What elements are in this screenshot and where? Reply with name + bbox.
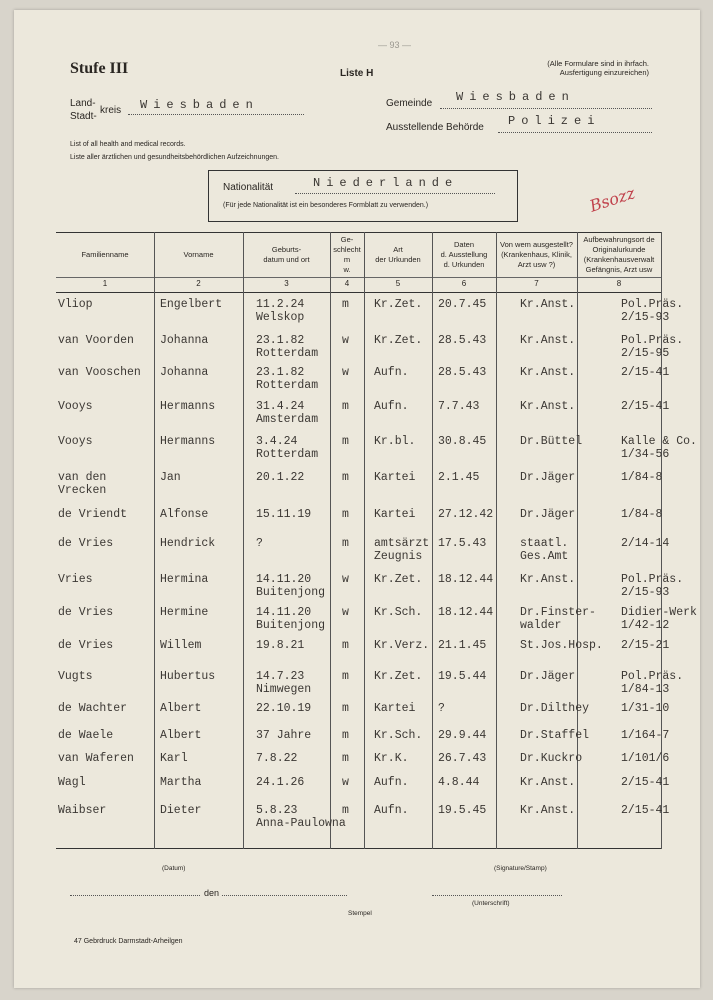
geschlecht-cell: m (342, 435, 349, 448)
col-line (330, 232, 331, 849)
ort-cell: Didier-Werk (621, 606, 697, 619)
datum-cell: 21.1.45 (438, 639, 487, 652)
behoerde-value: Polizei (508, 114, 601, 128)
geburt-cell: 23.1.82 (256, 334, 305, 347)
art-cell: Kartei (374, 702, 416, 715)
vorname-cell: Hendrick (160, 537, 216, 550)
art-cell: Kr.bl. (374, 435, 416, 448)
geburt-cell-line2: Rotterdam (256, 347, 319, 360)
geburt-cell: ? (256, 537, 263, 550)
col-line (154, 232, 155, 849)
column-header: Daten d. Ausstellung d. Urkunden (440, 240, 488, 269)
printer-imprint: 47 Gebrdruck Darmstadt-Arheilgen (74, 938, 183, 945)
datum-cell: 28.5.43 (438, 366, 487, 379)
geburt-cell: 20.1.22 (256, 471, 305, 484)
ort-cell-line2: 1/42-12 (621, 619, 670, 632)
gemeinde-dotline (440, 108, 652, 109)
art-cell: Kartei (374, 471, 416, 484)
col-line (243, 232, 244, 849)
datum-cell: 19.5.45 (438, 804, 487, 817)
geschlecht-cell: w (342, 366, 349, 379)
datum-cell: 26.7.43 (438, 752, 487, 765)
familienname-cell: de Wachter (58, 702, 128, 715)
geschlecht-cell: m (342, 298, 349, 311)
familienname-cell: van Waferen (58, 752, 134, 765)
kreis-value: Wiesbaden (140, 98, 259, 112)
ort-cell: 1/164-7 (621, 729, 670, 742)
art-cell: Kr.K. (374, 752, 409, 765)
column-header: Geburts- datum und ort (263, 245, 310, 264)
datum-cell: 7.7.43 (438, 400, 480, 413)
vorname-cell: Johanna (160, 334, 209, 347)
ort-cell: 2/15-21 (621, 639, 670, 652)
geburt-cell: 14.11.20 (256, 606, 312, 619)
geburt-cell-line2: Amsterdam (256, 413, 319, 426)
geburt-cell: 3.4.24 (256, 435, 298, 448)
nationality-note: (Für jede Nationalität ist ein besonderes Formblatt zu verwenden.) (223, 202, 429, 209)
den-label: den (204, 888, 220, 898)
table-top-line (56, 232, 661, 233)
geburt-cell-line2: Buitenjong (256, 586, 326, 599)
datum-cell: 28.5.43 (438, 334, 487, 347)
vorname-cell: Willem (160, 639, 202, 652)
geburt-cell: 19.8.21 (256, 639, 305, 652)
familienname-cell: van den (58, 471, 107, 484)
intro-german: Liste aller ärztlichen und gesundheitsbehördlichen Aufzeichnungen. (70, 154, 279, 161)
nationality-value: Niederlande (313, 176, 459, 190)
familienname-cell: Vugts (58, 670, 93, 683)
nationality-dotline (295, 193, 495, 194)
unterschrift-label: (Unterschrift) (472, 900, 510, 907)
geburt-cell: 7.8.22 (256, 752, 298, 765)
col-line (432, 232, 433, 849)
art-cell: Kr.Zet. (374, 573, 423, 586)
nationality-label: Nationalität (223, 182, 274, 193)
aussteller-cell: Dr.Staffel (520, 729, 590, 742)
art-cell: Aufn. (374, 400, 409, 413)
column-header: Vorname (183, 250, 214, 259)
geburt-cell-line2: Welskop (256, 311, 305, 324)
geschlecht-cell: m (342, 729, 349, 742)
art-cell: Aufn. (374, 804, 409, 817)
vorname-cell: Dieter (160, 804, 202, 817)
art-cell: Kr.Zet. (374, 298, 423, 311)
pencil-mark: — 93 — (378, 40, 412, 50)
art-cell: Kr.Zet. (374, 334, 423, 347)
vorname-cell: Martha (160, 776, 202, 789)
vorname-cell: Hermanns (160, 435, 216, 448)
column-header: Von wem ausgestellt? (Krankenhaus, Klinik, Arzt usw ?) (500, 240, 573, 269)
records-table (56, 232, 697, 849)
ort-cell-line2: 2/15-93 (621, 311, 670, 324)
datum-cell: 30.8.45 (438, 435, 487, 448)
behoerde-dotline (498, 132, 652, 133)
datum-cell: ? (438, 702, 445, 715)
geschlecht-cell: w (342, 573, 349, 586)
ort-cell: Pol.Präs. (621, 573, 684, 586)
column-header: Ge- schlecht m w. (333, 235, 361, 274)
familienname-cell: de Waele (58, 729, 114, 742)
aussteller-cell: staatl. (520, 537, 569, 550)
familienname-cell: Vooys (58, 435, 93, 448)
number-divider (56, 292, 661, 293)
vorname-cell: Engelbert (160, 298, 223, 311)
vorname-cell: Albert (160, 702, 202, 715)
column-number: 7 (534, 279, 539, 288)
geburt-cell-line2: Nimwegen (256, 683, 312, 696)
intro-english: List of all health and medical records. (70, 141, 186, 148)
land-label: Land- (70, 98, 96, 109)
ort-cell: Kalle & Co. (621, 435, 697, 448)
familienname-cell: Wagl (58, 776, 86, 789)
vorname-cell: Albert (160, 729, 202, 742)
vorname-cell: Hermanns (160, 400, 216, 413)
column-header: Familienname (81, 250, 129, 259)
art-cell: Kr.Verz. (374, 639, 430, 652)
aussteller-cell-line2: Ges.Amt (520, 550, 569, 563)
aussteller-cell: Dr.Jäger (520, 471, 576, 484)
column-header: Aufbewahrungsort de Originalurkunde (Krankenhausverwalt Gefängnis, Arzt usw (583, 235, 655, 274)
familienname-cell: van Vooschen (58, 366, 141, 379)
kreis-dotline (128, 114, 304, 115)
familienname-cell: de Vries (58, 606, 114, 619)
datum-cell: 19.5.44 (438, 670, 487, 683)
vorname-cell: Hermina (160, 573, 209, 586)
geburt-cell: 5.8.23 (256, 804, 298, 817)
gemeinde-value: Wiesbaden (456, 90, 575, 104)
geschlecht-cell: w (342, 606, 349, 619)
geburt-cell: 15.11.19 (256, 508, 312, 521)
geburt-cell: 24.1.26 (256, 776, 305, 789)
ort-cell-line2: 1/84-13 (621, 683, 670, 696)
ort-cell: 1/84-8 (621, 508, 663, 521)
signature-label: (Signature/Stamp) (494, 865, 547, 872)
geburt-cell: 14.11.20 (256, 573, 312, 586)
kreis-label: kreis (100, 105, 122, 116)
geburt-cell: 31.4.24 (256, 400, 305, 413)
vorname-cell: Jan (160, 471, 181, 484)
aussteller-cell: Dr.Finster- (520, 606, 596, 619)
datum-cell: 29.9.44 (438, 729, 487, 742)
copies-note: (Alle Formulare sind in ihrfach. Ausfertigung einzureichen) (547, 59, 649, 77)
vorname-cell: Alfonse (160, 508, 209, 521)
datum-cell: 20.7.45 (438, 298, 487, 311)
document-page (14, 10, 700, 988)
geschlecht-cell: m (342, 508, 349, 521)
geburt-cell-line2: Rotterdam (256, 379, 319, 392)
behoerde-label: Ausstellende Behörde (386, 122, 484, 133)
ort-cell: 1/101/6 (621, 752, 670, 765)
geschlecht-cell: m (342, 804, 349, 817)
art-cell: Aufn. (374, 776, 409, 789)
nationality-box (208, 170, 518, 222)
liste-heading: Liste H (340, 68, 374, 79)
ort-cell-line2: 2/15-93 (621, 586, 670, 599)
geburt-cell-line2: Buitenjong (256, 619, 326, 632)
art-cell: Kr.Sch. (374, 729, 423, 742)
aussteller-cell: Dr.Jäger (520, 670, 576, 683)
place-dotline (70, 895, 200, 896)
aussteller-cell: Kr.Anst. (520, 400, 576, 413)
date-label: (Datum) (162, 865, 186, 872)
ort-cell: 2/14-14 (621, 537, 670, 550)
red-handwritten-mark: Bsozz (587, 183, 638, 216)
geburt-cell-line2: Anna-Paulowna (256, 817, 346, 830)
ort-cell: 1/31-10 (621, 702, 670, 715)
geburt-cell: 14.7.23 (256, 670, 305, 683)
geburt-cell: 37 Jahre (256, 729, 312, 742)
geburt-cell: 11.2.24 (256, 298, 305, 311)
vorname-cell: Hubertus (160, 670, 216, 683)
art-cell: Kartei (374, 508, 416, 521)
familienname-cell: de Vriendt (58, 508, 128, 521)
datum-cell: 17.5.43 (438, 537, 487, 550)
familienname-cell: Waibser (58, 804, 107, 817)
ort-cell: Pol.Präs. (621, 298, 684, 311)
aussteller-cell: Kr.Anst. (520, 804, 576, 817)
datum-cell: 2.1.45 (438, 471, 480, 484)
geschlecht-cell: m (342, 639, 349, 652)
column-number: 6 (461, 279, 467, 288)
column-header: Art der Urkunden (375, 245, 421, 264)
familienname-cell: Vliop (58, 298, 93, 311)
aussteller-cell: Kr.Anst. (520, 573, 576, 586)
familienname-cell: van Voorden (58, 334, 134, 347)
datum-cell: 27.12.42 (438, 508, 494, 521)
aussteller-cell-line2: walder (520, 619, 562, 632)
aussteller-cell: St.Jos.Hosp. (520, 639, 603, 652)
geschlecht-cell: w (342, 334, 349, 347)
stufe-heading: Stufe III (70, 60, 129, 77)
datum-cell: 18.12.44 (438, 606, 494, 619)
familienname-cell-line2: Vrecken (58, 484, 107, 497)
familienname-cell: de Vries (58, 639, 114, 652)
ort-cell: 2/15-41 (621, 400, 670, 413)
ort-cell: 2/15-41 (621, 776, 670, 789)
ort-cell: 2/15-41 (621, 366, 670, 379)
ort-cell: 2/15-41 (621, 804, 670, 817)
geschlecht-cell: w (342, 776, 349, 789)
ort-cell: Pol.Präs. (621, 670, 684, 683)
vorname-cell: Johanna (160, 366, 209, 379)
geburt-cell: 22.10.19 (256, 702, 312, 715)
art-cell: Kr.Sch. (374, 606, 423, 619)
art-cell: amtsärzt (374, 537, 430, 550)
geschlecht-cell: m (342, 400, 349, 413)
geschlecht-cell: m (342, 752, 349, 765)
ort-cell: Pol.Präs. (621, 334, 684, 347)
familienname-cell: Vries (58, 573, 93, 586)
geschlecht-cell: m (342, 537, 349, 550)
datum-cell: 4.8.44 (438, 776, 480, 789)
familienname-cell: de Vries (58, 537, 114, 550)
geburt-cell-line2: Rotterdam (256, 448, 319, 461)
header-divider (56, 277, 661, 278)
column-number: 5 (395, 279, 401, 288)
aussteller-cell: Dr.Jäger (520, 508, 576, 521)
datum-cell: 18.12.44 (438, 573, 494, 586)
column-number: 8 (616, 279, 622, 288)
table-bottom-line (56, 848, 661, 849)
stadt-label: Stadt- (70, 111, 97, 122)
art-cell: Aufn. (374, 366, 409, 379)
column-number: 1 (102, 279, 108, 288)
geschlecht-cell: m (342, 702, 349, 715)
geschlecht-cell: m (342, 471, 349, 484)
aussteller-cell: Dr.Kuckro (520, 752, 583, 765)
vorname-cell: Karl (160, 752, 188, 765)
gemeinde-label: Gemeinde (386, 98, 433, 109)
aussteller-cell: Kr.Anst. (520, 298, 576, 311)
aussteller-cell: Kr.Anst. (520, 776, 576, 789)
col-line (364, 232, 365, 849)
vorname-cell: Hermine (160, 606, 209, 619)
aussteller-cell: Kr.Anst. (520, 334, 576, 347)
ort-cell: 1/84-8 (621, 471, 663, 484)
ort-cell-line2: 2/15-95 (621, 347, 670, 360)
art-cell: Kr.Zet. (374, 670, 423, 683)
column-number: 2 (196, 279, 201, 288)
ort-cell-line2: 1/34-56 (621, 448, 670, 461)
aussteller-cell: Dr.Dilthey (520, 702, 590, 715)
stempel-label: Stempel (348, 910, 372, 917)
aussteller-cell: Dr.Büttel (520, 435, 583, 448)
geschlecht-cell: m (342, 670, 349, 683)
art-cell-line2: Zeugnis (374, 550, 423, 563)
col-line (496, 232, 497, 849)
aussteller-cell: Kr.Anst. (520, 366, 576, 379)
signature-dotline (432, 895, 562, 896)
geburt-cell: 23.1.82 (256, 366, 305, 379)
familienname-cell: Vooys (58, 400, 93, 413)
column-number: 3 (284, 279, 289, 288)
date-dotline (222, 895, 347, 896)
column-number: 4 (344, 279, 350, 288)
